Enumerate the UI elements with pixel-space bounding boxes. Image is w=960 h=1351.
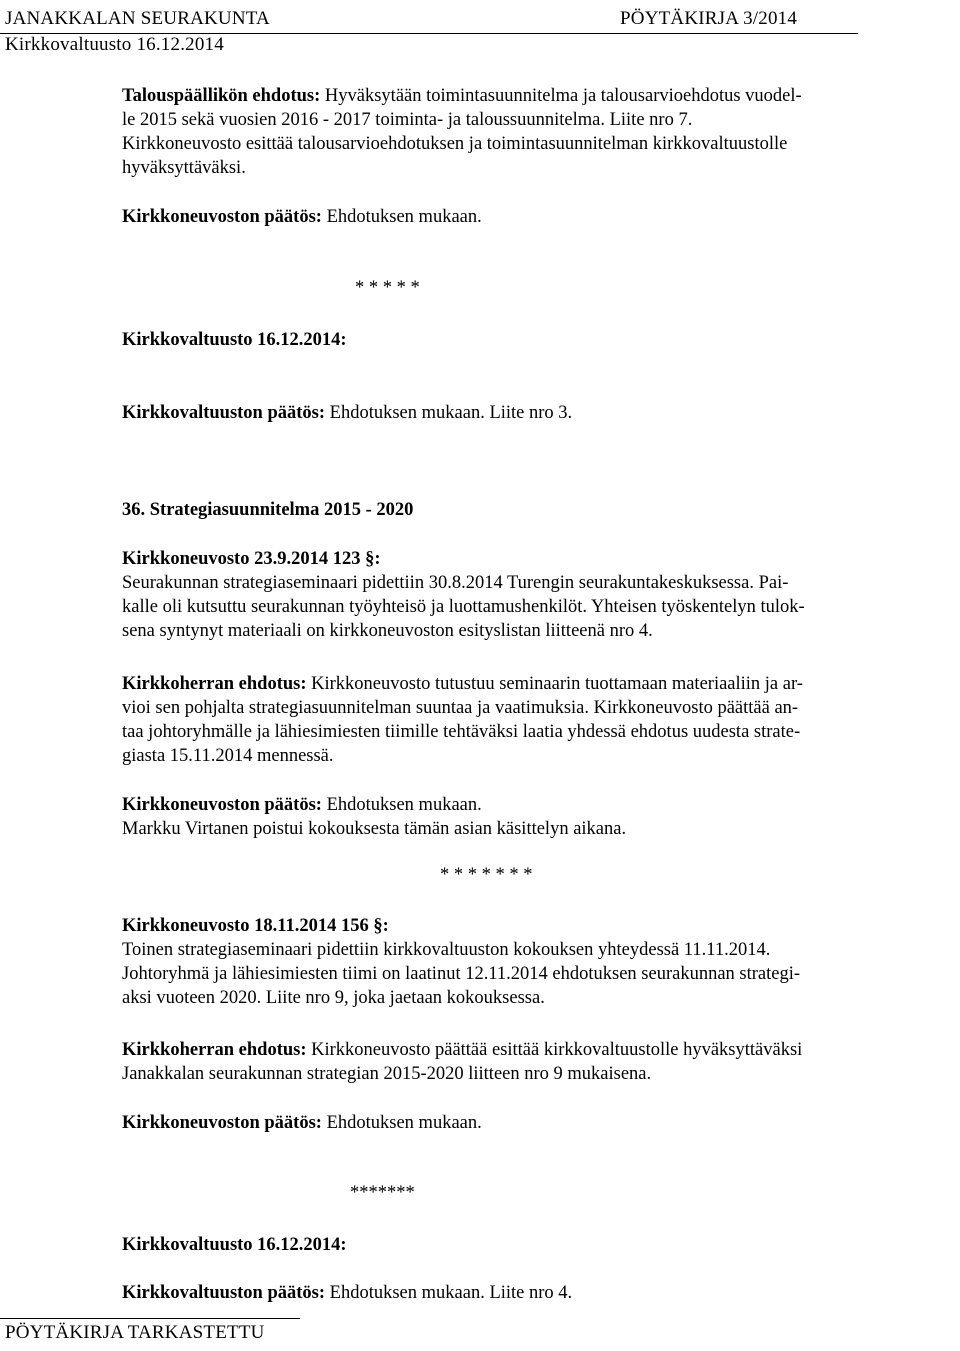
board-decision-label: Kirkkoneuvoston päätös: [122, 795, 322, 815]
vicar-proposal-1-line-4: giasta 15.11.2014 mennessä. [122, 746, 334, 766]
section-separator: ******* [350, 1183, 415, 1203]
vicar-proposal-1-line-2: vioi sen pohjalta strategiasuunnitelman suuntaa ja vaatimuksia. Kirkkoneuvosto päättää an- [122, 698, 799, 718]
vicar-proposal-1-line-3: taa johtoryhmälle ja lähiesimiesten tiimille tehtäväksi laatia yhdessä ehdotus uudesta strate- [122, 722, 801, 742]
section-separator: * * * * * * * [440, 865, 533, 885]
vicar-proposal-1-line-1 [122, 672, 803, 696]
header-meeting: Kirkkovaltuusto 16.12.2014 [5, 34, 224, 55]
vicar-proposal-2-line-1 [122, 1038, 802, 1062]
vicar-proposal-text-1: Kirkkoneuvosto päättää esittää kirkkovaltuustolle hyväksyttäväksi [311, 1040, 803, 1060]
council-decision [122, 1281, 572, 1305]
board-decision-1 [122, 205, 482, 229]
section-title: 36. Strategiasuunnitelma 2015 - 2020 [122, 500, 414, 520]
header-document-id: PÖYTÄKIRJA 3/2014 [620, 8, 798, 29]
board-meeting-heading-1: Kirkkoneuvosto 23.9.2014 123 §: [122, 549, 381, 569]
second-seminar-line-1: Toinen strategiaseminaari pidettiin kirkkovaltuuston kokouksen yhteydessä 11.11.2014. [122, 940, 771, 960]
board-decision-2 [122, 793, 482, 817]
footer-label: PÖYTÄKIRJA TARKASTETTU [5, 1322, 265, 1343]
budget-proposal-text-1: Hyväksytään toimintasuunnitelma ja talousarvioehdotus vuodel- [324, 86, 802, 106]
council-decision-text: Ehdotuksen mukaan. Liite nro 3. [329, 403, 573, 423]
board-decision-text: Ehdotuksen mukaan. [326, 795, 482, 815]
header-organization: JANAKKALAN SEURAKUNTA [5, 8, 270, 29]
second-seminar-line-3: aksi vuoteen 2020. Liite nro 9, joka jaetaan kokouksessa. [122, 988, 545, 1008]
council-decision [122, 401, 572, 425]
second-seminar-line-2: Johtoryhmä ja lähiesimiesten tiimi on laatinut 12.11.2014 ehdotuksen seurakunnan strategi- [122, 964, 801, 984]
board-decision-text: Ehdotuksen mukaan. [326, 207, 482, 227]
board-decision-label: Kirkkoneuvoston päätös: [122, 207, 322, 227]
council-decision-label: Kirkkovaltuuston päätös: [122, 1283, 326, 1303]
seminar-paragraph-line-2: kalle oli kutsuttu seurakunnan työyhteisö ja luottamushenkilöt. Yhteisen työskentelyn tulok- [122, 597, 805, 617]
board-meeting-heading-2: Kirkkoneuvosto 18.11.2014 156 §: [122, 916, 389, 936]
footer-rule [0, 1318, 300, 1319]
vicar-proposal-2-line-2: Janakkalan seurakunnan strategian 2015-2020 liitteen nro 9 mukaisena. [122, 1064, 652, 1084]
section-separator: * * * * * [355, 278, 420, 298]
seminar-paragraph-line-1: Seurakunnan strategiaseminaari pidettiin 30.8.2014 Turengin seurakuntakeskuksessa. Pai- [122, 573, 789, 593]
council-decision-label: Kirkkovaltuuston päätös: [122, 403, 326, 423]
board-decision-3 [122, 1111, 482, 1135]
council-decision-text: Ehdotuksen mukaan. Liite nro 4. [329, 1283, 573, 1303]
budget-proposal-line-1 [122, 84, 802, 108]
board-decision-label: Kirkkoneuvoston päätös: [122, 1113, 322, 1133]
budget-proposal-line-2: le 2015 sekä vuosien 2016 - 2017 toiminta- ja taloussuunnitelma. Liite nro 7. [122, 110, 693, 130]
budget-proposal-label: Talouspäällikön ehdotus: [122, 86, 321, 106]
board-decision-text: Ehdotuksen mukaan. [326, 1113, 482, 1133]
vicar-proposal-text-1: Kirkkoneuvosto tutustuu seminaarin tuottamaan materiaaliin ja ar- [311, 674, 803, 694]
seminar-paragraph-line-3: sena syntynyt materiaali on kirkkoneuvoston esityslistan liitteenä nro 4. [122, 621, 653, 641]
council-heading: Kirkkovaltuusto 16.12.2014: [122, 330, 347, 350]
vicar-proposal-label: Kirkkoherran ehdotus: [122, 1040, 307, 1060]
budget-proposal-line-3: Kirkkoneuvosto esittää talousarvioehdotuksen ja toimintasuunnitelman kirkkovaltuustolle [122, 134, 788, 154]
vicar-proposal-label: Kirkkoherran ehdotus: [122, 674, 307, 694]
absence-note: Markku Virtanen poistui kokouksesta tämän asian käsittelyn aikana. [122, 819, 627, 839]
council-heading: Kirkkovaltuusto 16.12.2014: [122, 1235, 347, 1255]
budget-proposal-line-4: hyväksyttäväksi. [122, 158, 246, 178]
